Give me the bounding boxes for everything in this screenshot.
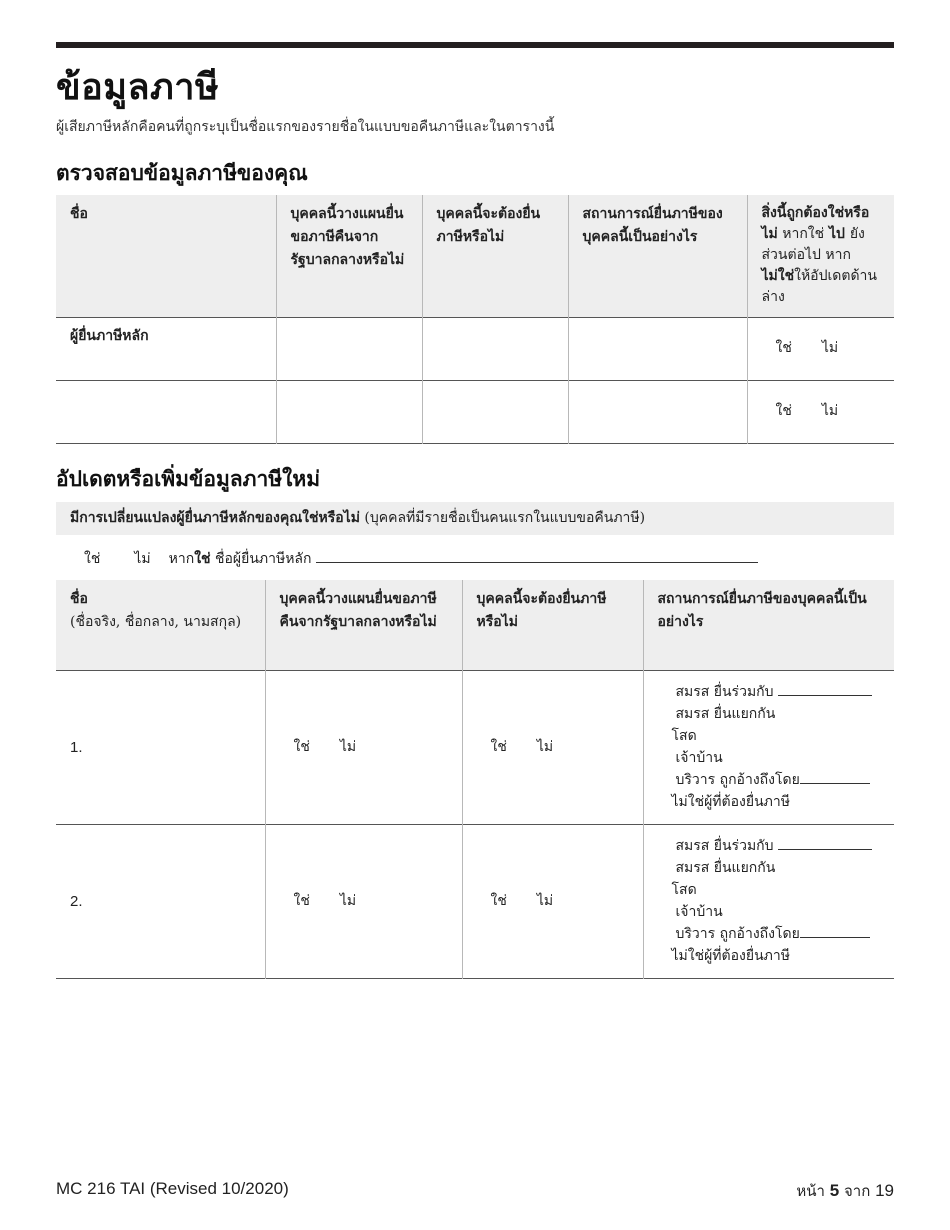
review-row xyxy=(56,317,894,380)
change-question-note: (บุคคลที่มีรายชื่อเป็นคนแรกในแบบขอคืนภาษี) xyxy=(359,510,646,526)
status-married-joint[interactable]: สมรส ยื่นร่วมกับ xyxy=(675,684,774,700)
update-heading: อัปเดตหรือเพิ่มข้อมูลภาษีใหม่ xyxy=(56,466,321,491)
update-header-filing-status: สถานการณ์ยื่นภาษีของบุคคลนี้เป็นอย่างไร xyxy=(643,580,894,670)
review-row xyxy=(56,380,894,443)
status-not-required[interactable]: ไม่ใช่ผู้ที่ต้องยื่นภาษี xyxy=(671,794,790,810)
no-option[interactable]: ไม่ xyxy=(339,738,357,755)
yes-option[interactable]: ใช่ xyxy=(293,892,310,909)
update-header-plan-refund: บุคคลนี้วางแผนยื่นขอภาษีคืนจากรัฐบาลกลางหรือไม่ xyxy=(265,580,462,670)
review-header-plan-refund: บุคคลนี้วางแผนยื่นขอภาษีคืนจากรัฐบาลกลางหรือไม่ xyxy=(276,195,422,317)
form-id: MC 216 TAI (Revised 10/2020) xyxy=(56,1179,289,1198)
review-row-name[interactable] xyxy=(56,380,276,443)
page-of-label: จาก xyxy=(844,1182,871,1200)
correct-if-yes: หากใช่ xyxy=(777,226,825,242)
review-row-must-file[interactable] xyxy=(422,380,568,443)
if-yes: ใช่ xyxy=(194,551,211,567)
review-row-plan-refund[interactable] xyxy=(276,380,422,443)
married-joint-with-field[interactable] xyxy=(778,681,872,696)
status-not-required[interactable]: ไม่ใช่ผู้ที่ต้องยื่นภาษี xyxy=(671,948,790,964)
yes-option[interactable]: ใช่ xyxy=(490,892,507,909)
page-total: 19 xyxy=(875,1181,894,1200)
update-header-name-sub: (ชื่อจริง, ชื่อกลาง, นามสกุล) xyxy=(70,614,242,630)
review-row-name: ผู้ยื่นภาษีหลัก xyxy=(70,327,149,344)
change-answer-line xyxy=(84,548,758,570)
update-header-name xyxy=(56,580,265,670)
page-title: ข้อมูลภาษี xyxy=(56,66,220,108)
update-row-must-file xyxy=(462,670,643,824)
status-married-separate[interactable]: สมรส ยื่นแยกกัน xyxy=(675,860,776,876)
page-label: หน้า xyxy=(796,1182,825,1200)
no-option[interactable]: ไม่ xyxy=(536,892,554,909)
status-head-household[interactable]: เจ้าบ้าน xyxy=(675,750,723,766)
review-table xyxy=(56,195,894,444)
yes-option[interactable]: ใช่ xyxy=(775,403,792,419)
dependent-claimed-by-field[interactable] xyxy=(800,923,870,938)
review-row-filing-status[interactable] xyxy=(568,317,747,380)
update-row-filing-status xyxy=(643,824,894,978)
change-yes-option[interactable]: ใช่ xyxy=(84,551,101,567)
update-row xyxy=(56,824,894,978)
review-row-correct xyxy=(747,317,894,380)
yes-option[interactable]: ใช่ xyxy=(775,340,792,356)
correct-next: ยังส่วนต่อไป หาก xyxy=(761,226,865,263)
update-table xyxy=(56,580,894,979)
page-current: 5 xyxy=(829,1181,840,1200)
status-single[interactable]: โสด xyxy=(671,728,697,744)
status-dependent[interactable]: บริวาร ถูกอ้างถึงโดย xyxy=(675,772,800,788)
review-header-correct xyxy=(747,195,894,317)
review-row-correct xyxy=(747,380,894,443)
no-option[interactable]: ไม่ xyxy=(821,340,839,356)
status-single[interactable]: โสด xyxy=(671,882,697,898)
correct-go: ไป xyxy=(829,226,845,242)
review-header-must-file: บุคคลนี้จะต้องยื่นภาษีหรือไม่ xyxy=(422,195,568,317)
if-prefix: หาก xyxy=(168,551,195,567)
update-row-plan-refund xyxy=(265,824,462,978)
review-row-plan-refund[interactable] xyxy=(276,317,422,380)
no-option[interactable]: ไม่ xyxy=(536,738,554,755)
status-married-joint[interactable]: สมรส ยื่นร่วมกับ xyxy=(675,838,774,854)
review-header-name: ชื่อ xyxy=(56,195,276,317)
primary-filer-label: ชื่อผู้ยื่นภาษีหลัก xyxy=(210,551,312,567)
update-row-must-file xyxy=(462,824,643,978)
correct-update: ให้อัปเดตด้านล่าง xyxy=(761,268,877,305)
yes-option[interactable]: ใช่ xyxy=(293,738,310,755)
no-option[interactable]: ไม่ xyxy=(821,403,839,419)
review-header-filing-status: สถานการณ์ยื่นภาษีของบุคคลนี้เป็นอย่างไร xyxy=(568,195,747,317)
no-option[interactable]: ไม่ xyxy=(339,892,357,909)
primary-filer-name-field[interactable] xyxy=(316,548,758,563)
correct-question: สิ่งนี้ถูกต้องใช่หรือไม่ xyxy=(761,205,870,242)
change-question-bar xyxy=(56,502,894,535)
update-row-number: 1. xyxy=(70,738,83,756)
correct-no: ไม่ใช่ xyxy=(761,268,795,284)
top-rule xyxy=(56,42,894,48)
status-head-household[interactable]: เจ้าบ้าน xyxy=(675,904,723,920)
update-header-must-file: บุคคลนี้จะต้องยื่นภาษีหรือไม่ xyxy=(462,580,643,670)
update-row-number: 2. xyxy=(70,892,83,910)
review-row-filing-status[interactable] xyxy=(568,380,747,443)
status-married-separate[interactable]: สมรส ยื่นแยกกัน xyxy=(675,706,776,722)
update-row-filing-status xyxy=(643,670,894,824)
change-question: มีการเปลี่ยนแปลงผู้ยื่นภาษีหลักของคุณใช่หรือไม่ xyxy=(70,510,360,526)
update-row xyxy=(56,670,894,824)
review-heading: ตรวจสอบข้อมูลภาษีของคุณ xyxy=(56,160,308,185)
yes-option[interactable]: ใช่ xyxy=(490,738,507,755)
review-row-must-file[interactable] xyxy=(422,317,568,380)
page-subtitle: ผู้เสียภาษีหลักคือคนที่ถูกระบุเป็นชื่อแรกของรายชื่อในแบบขอคืนภาษีและในตารางนี้ xyxy=(56,119,555,135)
dependent-claimed-by-field[interactable] xyxy=(800,769,870,784)
update-header-name-label: ชื่อ xyxy=(70,591,88,607)
page-number xyxy=(796,1179,894,1203)
status-dependent[interactable]: บริวาร ถูกอ้างถึงโดย xyxy=(675,926,800,942)
change-no-option[interactable]: ไม่ xyxy=(134,551,151,567)
update-row-plan-refund xyxy=(265,670,462,824)
married-joint-with-field[interactable] xyxy=(778,835,872,850)
